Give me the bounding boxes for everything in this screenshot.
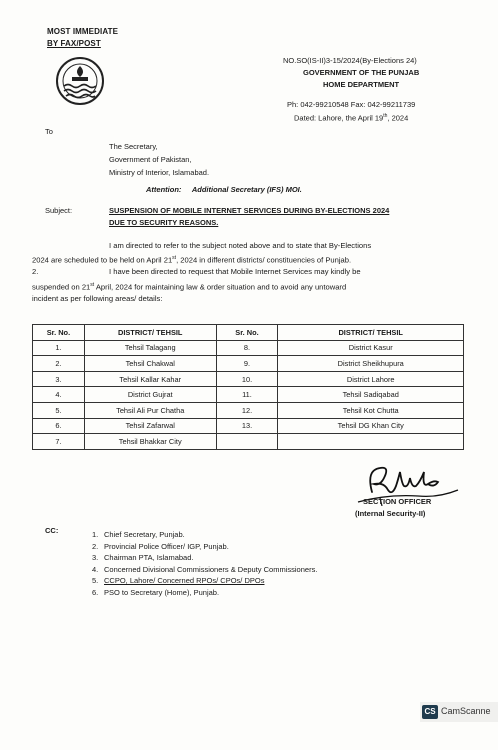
list-item: 5. CCPO, Lahore/ Concerned RPOs/ CPOs/ DPOs xyxy=(92,576,265,586)
recipient-line-3: Ministry of Interior, Islamabad. xyxy=(109,168,210,177)
subject-label: Subject: xyxy=(45,206,73,215)
table-row xyxy=(33,356,464,372)
table-row xyxy=(33,371,464,387)
table-cell: 6. xyxy=(33,418,85,434)
camscanner-icon: CS xyxy=(422,705,438,719)
table-cell: Tehsil DG Khan City xyxy=(278,418,464,434)
list-item: 1. Chief Secretary, Punjab. xyxy=(92,530,185,539)
table-cell: Tehsil Chakwal xyxy=(84,356,216,372)
list-item: 6. PSO to Secretary (Home), Punjab. xyxy=(92,587,220,597)
signatory-department: (Internal Security-II) xyxy=(355,509,426,518)
table-cell: Tehsil Bhakkar City xyxy=(84,434,216,450)
recipient-line-2: Government of Pakistan, xyxy=(109,155,192,164)
table-cell: Tehsil Kallar Kahar xyxy=(84,371,216,387)
table-cell: 4. xyxy=(33,387,85,403)
para2-line1: I have been directed to request that Mobile Internet Services may kindly be xyxy=(109,267,361,276)
table-cell: Tehsil Talagang xyxy=(84,340,216,356)
camscanner-text: CamScanne xyxy=(441,706,491,716)
table-cell: 10. xyxy=(216,371,278,387)
table-cell: Tehsil Zafarwal xyxy=(84,418,216,434)
table-row xyxy=(33,387,464,403)
phone-fax: Ph: 042-99210548 Fax: 042-99211739 xyxy=(287,100,416,109)
priority-mark: MOST IMMEDIATE xyxy=(47,27,119,36)
para2-line3: incident as per following areas/ details: xyxy=(32,294,163,303)
table-cell: 3. xyxy=(33,371,85,387)
table-cell xyxy=(278,434,464,450)
cc-label: CC: xyxy=(45,526,59,535)
table-row xyxy=(33,418,464,434)
signatory-title: SECTION OFFICER xyxy=(363,497,432,506)
list-item: 3. Chairman PTA, Islamabad. xyxy=(92,553,194,563)
para2-number: 2. xyxy=(32,267,39,276)
districts-table xyxy=(32,324,464,450)
department-name: HOME DEPARTMENT xyxy=(323,80,400,89)
table-cell: 7. xyxy=(33,434,85,450)
list-item: 2. Provincial Police Officer/ IGP, Punjab. xyxy=(92,541,229,551)
header-district-1: DISTRICT/ TEHSIL xyxy=(84,325,216,341)
table-cell: District Sheikhupura xyxy=(278,356,464,372)
para1-line2: 2024 are scheduled to be held on April 21st, 2024 in different districts/ constituencies of Punjab. xyxy=(32,255,352,265)
subject-line-1: SUSPENSION OF MOBILE INTERNET SERVICES DURING BY-ELECTIONS 2024 xyxy=(109,206,390,215)
table-cell: 11. xyxy=(216,387,278,403)
header-sr-no-1: Sr. No. xyxy=(33,325,85,341)
table-cell: 1. xyxy=(33,340,85,356)
table-cell: Tehsil Kot Chutta xyxy=(278,402,464,418)
table-cell: Tehsil Ali Pur Chatha xyxy=(84,402,216,418)
delivery-mark: BY FAX/POST xyxy=(47,39,101,48)
subject-line-2: DUE TO SECURITY REASONS. xyxy=(109,218,219,227)
table-cell: District Kasur xyxy=(278,340,464,356)
punjab-government-logo xyxy=(50,55,110,107)
table-cell: 5. xyxy=(33,402,85,418)
cc-list xyxy=(92,529,317,599)
table-cell: 9. xyxy=(216,356,278,372)
para1-line1: I am directed to refer to the subject noted above and to state that By-Elections xyxy=(109,241,372,250)
table-cell: 2. xyxy=(33,356,85,372)
camscanner-watermark xyxy=(420,702,498,722)
table-cell: 12. xyxy=(216,402,278,418)
government-name: GOVERNMENT OF THE PUNJAB xyxy=(303,68,420,77)
table-header-row xyxy=(33,325,464,341)
table-cell: District Gujrat xyxy=(84,387,216,403)
para2-line2: suspended on 21st April, 2024 for maintaining law & order situation and to avoid any untoward xyxy=(32,282,347,292)
recipient-line-1: The Secretary, xyxy=(109,142,158,151)
table-cell: 13. xyxy=(216,418,278,434)
table-row xyxy=(33,434,464,450)
table-cell xyxy=(216,434,278,450)
to-label: To xyxy=(45,127,53,136)
header-sr-no-2: Sr. No. xyxy=(216,325,278,341)
table-cell: 8. xyxy=(216,340,278,356)
table-cell: District Lahore xyxy=(278,371,464,387)
attention-line: Attention: Additional Secretary (IFS) MOI. xyxy=(146,185,302,194)
letter-date: Dated: Lahore, the April 19th, 2024 xyxy=(294,113,409,123)
list-item: 4. Concerned Divisional Commissioners & Deputy Commissioners. xyxy=(92,564,318,574)
table-cell: Tehsil Sadiqabad xyxy=(278,387,464,403)
header-district-2: DISTRICT/ TEHSIL xyxy=(278,325,464,341)
table-row xyxy=(33,402,464,418)
reference-number: NO.SO(IS-II)3-15/2024(By-Elections 24) xyxy=(283,56,417,65)
table-row xyxy=(33,340,464,356)
